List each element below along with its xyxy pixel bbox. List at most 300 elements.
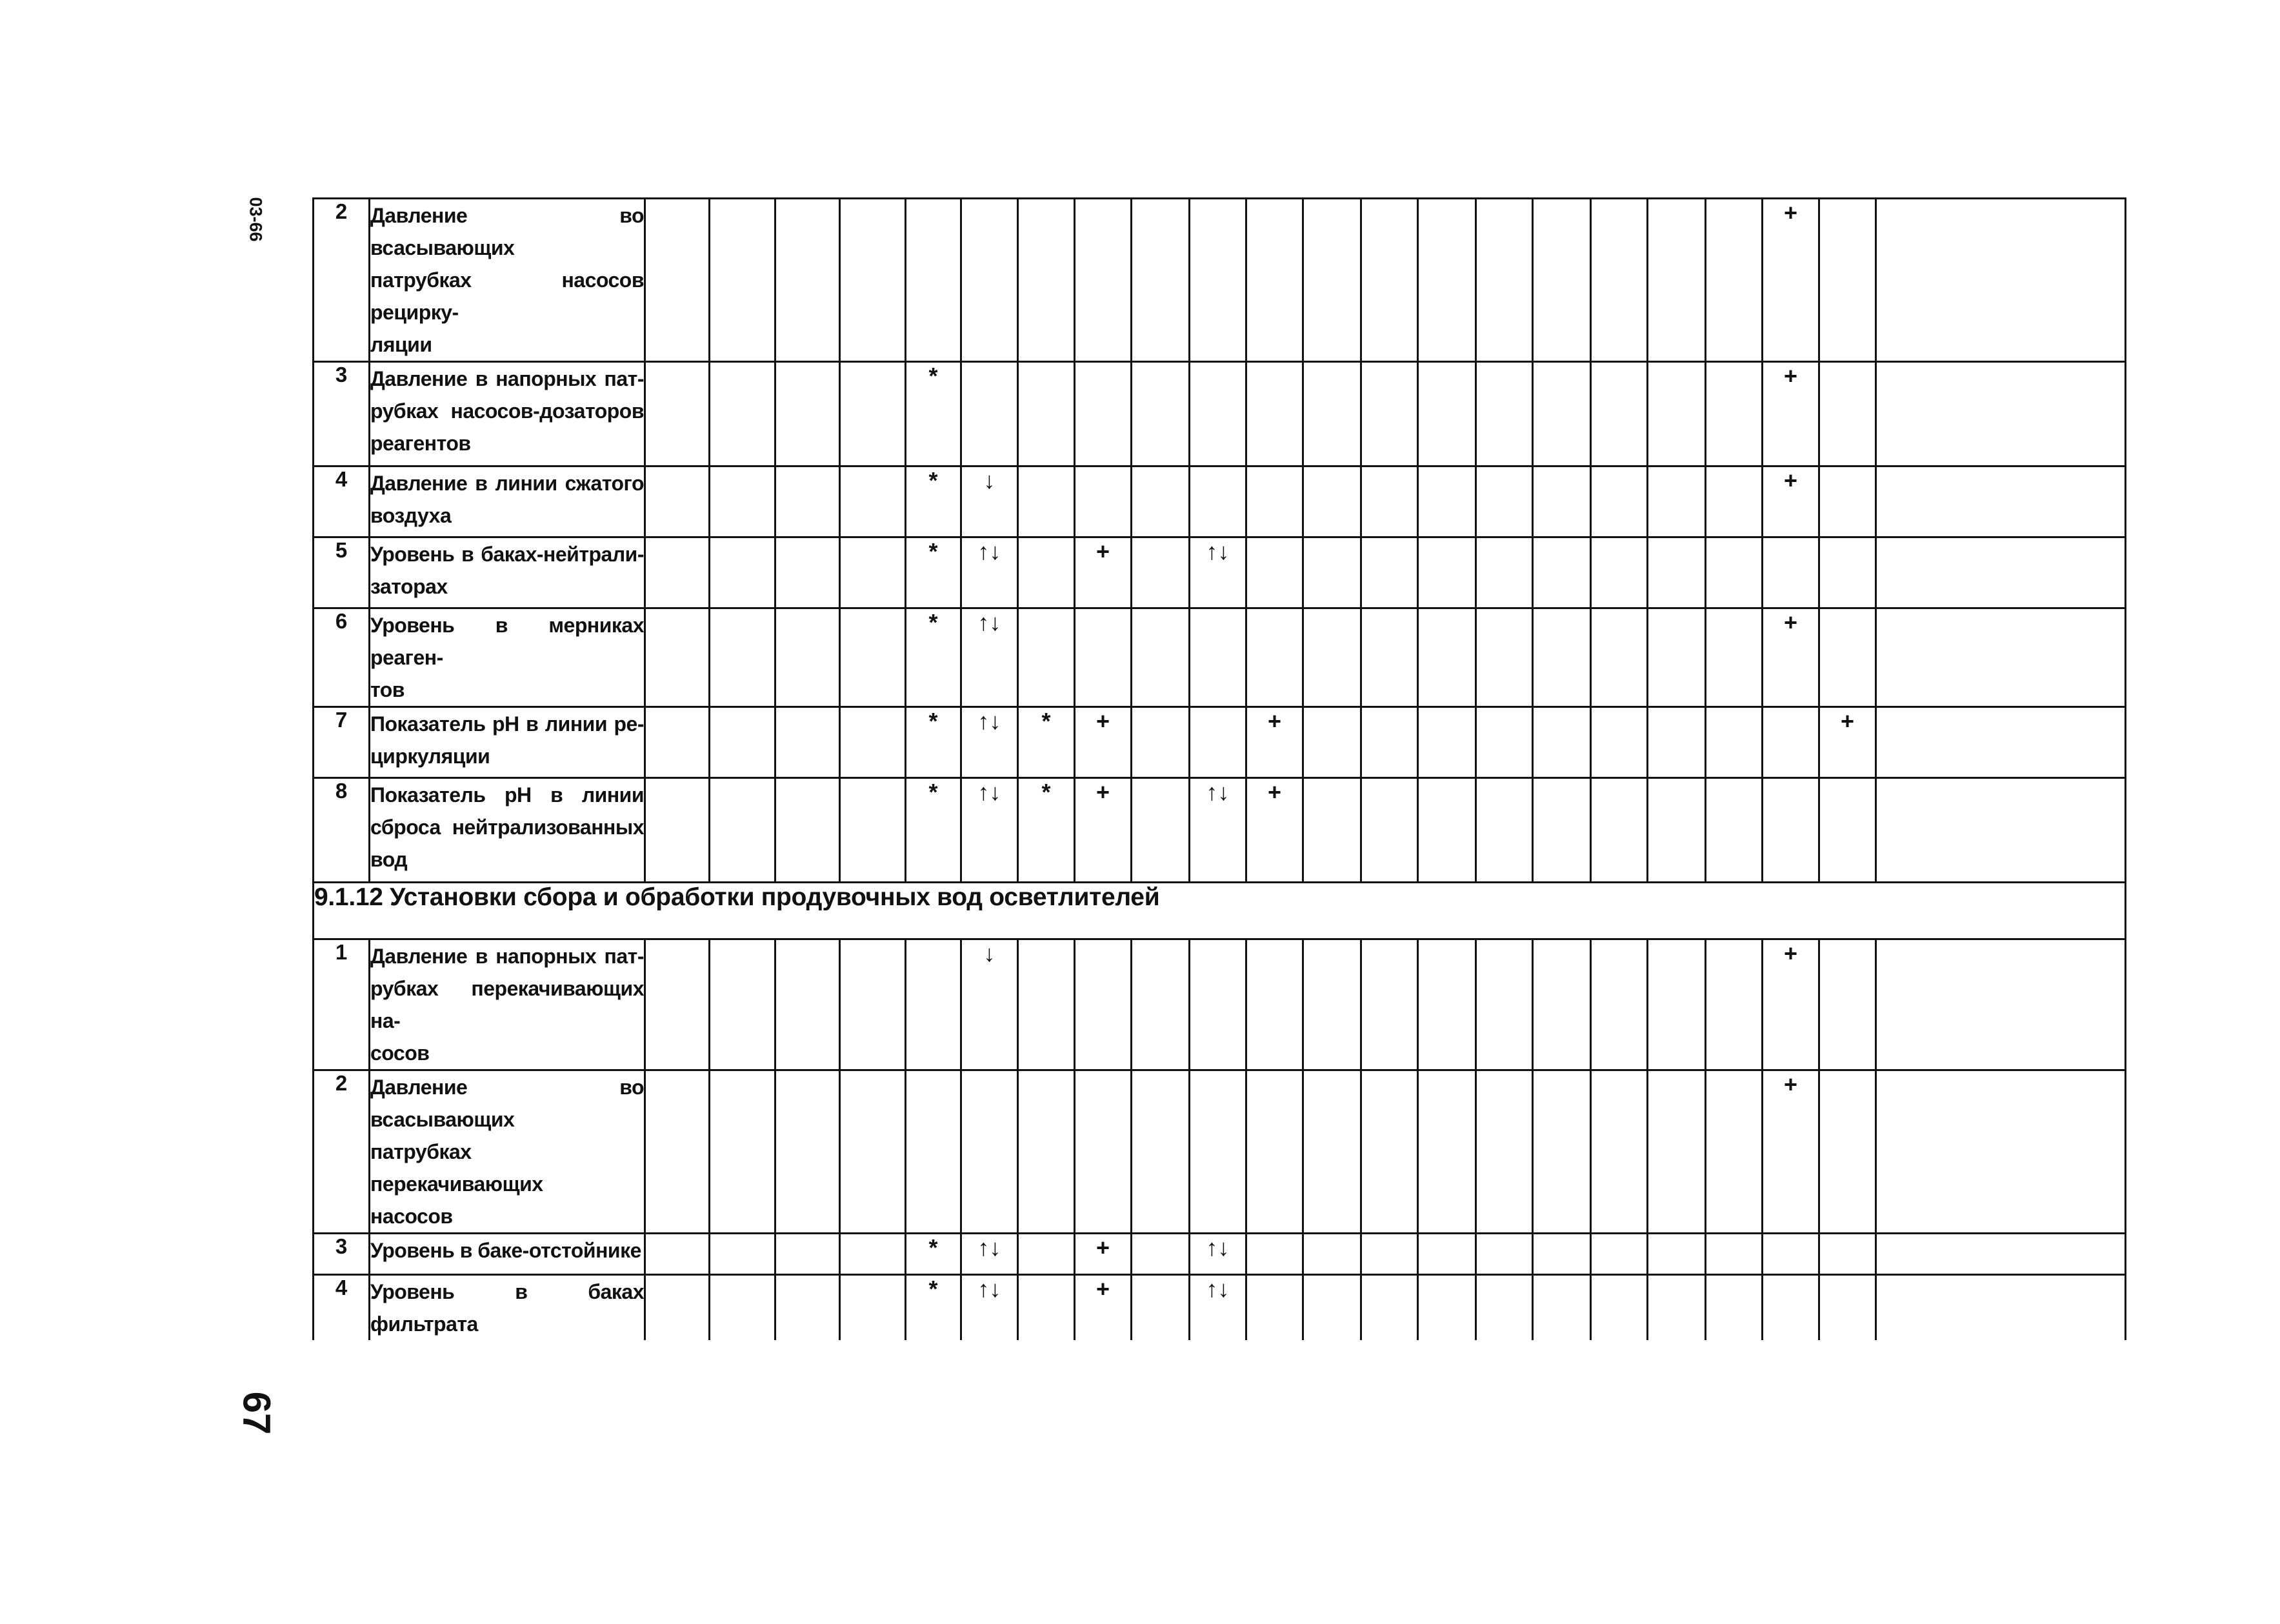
mark-cell: +	[1246, 778, 1303, 883]
mark-cell	[1132, 608, 1190, 707]
mark-cell	[1246, 362, 1303, 466]
mark-cell	[775, 466, 840, 537]
mark-cell	[1533, 466, 1591, 537]
mark-cell	[1018, 1070, 1075, 1234]
parameter-name	[370, 707, 645, 778]
mark-cell	[1418, 1234, 1476, 1275]
table-row	[314, 939, 2126, 1070]
mark-cell	[1819, 608, 1876, 707]
mark-cell: +	[1763, 939, 1819, 1070]
mark-cell	[1876, 707, 2126, 778]
mark-cell	[1418, 1275, 1476, 1341]
mark-cell	[1876, 608, 2126, 707]
mark-cell	[1132, 707, 1190, 778]
mark-cell: *	[906, 362, 961, 466]
mark-cell	[1018, 1234, 1075, 1275]
mark-cell	[645, 1234, 710, 1275]
mark-cell	[1706, 1070, 1763, 1234]
mark-cell	[1303, 1234, 1361, 1275]
mark-cell	[1303, 362, 1361, 466]
mark-cell	[1418, 466, 1476, 537]
mark-cell	[1132, 362, 1190, 466]
parameter-name	[370, 466, 645, 537]
mark-cell	[1418, 1070, 1476, 1234]
mark-cell	[1132, 1070, 1190, 1234]
parameter-name-line: тов	[370, 678, 405, 701]
mark-cell	[775, 1234, 840, 1275]
mark-cell	[1876, 537, 2126, 608]
mark-cell	[1361, 1234, 1418, 1275]
mark-cell	[1075, 466, 1132, 537]
parameter-name-line: ляции	[370, 333, 432, 356]
mark-cell	[775, 608, 840, 707]
parameter-name-line: Показатель рН в линии	[370, 783, 644, 807]
mark-cell	[1303, 778, 1361, 883]
parameter-name-line: Уровень в баке-отстойнике	[370, 1239, 641, 1262]
mark-cell	[961, 1070, 1018, 1234]
mark-cell	[1819, 939, 1876, 1070]
mark-cell	[1763, 1275, 1819, 1341]
parameter-name-line: воздуха	[370, 504, 452, 527]
mark-cell	[1819, 1275, 1876, 1341]
mark-cell	[961, 199, 1018, 362]
mark-cell	[1819, 199, 1876, 362]
mark-cell	[1418, 939, 1476, 1070]
table-row	[314, 707, 2126, 778]
mark-cell	[1361, 199, 1418, 362]
mark-cell: ↑↓	[961, 778, 1018, 883]
mark-cell	[1018, 608, 1075, 707]
row-number: 5	[314, 537, 370, 608]
mark-cell	[1533, 1070, 1591, 1234]
mark-cell: ↑↓	[1190, 778, 1246, 883]
mark-cell: ↑↓	[961, 707, 1018, 778]
mark-cell	[775, 778, 840, 883]
mark-cell	[1476, 778, 1533, 883]
mark-cell	[1075, 939, 1132, 1070]
mark-cell	[1533, 939, 1591, 1070]
mark-cell	[710, 1070, 775, 1234]
mark-cell	[710, 939, 775, 1070]
mark-cell	[1591, 466, 1648, 537]
mark-cell	[1303, 466, 1361, 537]
mark-cell	[645, 608, 710, 707]
mark-cell	[1533, 707, 1591, 778]
mark-cell	[1246, 939, 1303, 1070]
mark-cell	[710, 466, 775, 537]
mark-cell	[1591, 362, 1648, 466]
mark-cell	[1361, 778, 1418, 883]
mark-cell	[1246, 537, 1303, 608]
parameter-name-line: заторах	[370, 575, 448, 598]
section-heading-row	[314, 883, 2126, 939]
mark-cell: ↓	[961, 466, 1018, 537]
parameter-name	[370, 608, 645, 707]
mark-cell	[1819, 537, 1876, 608]
mark-cell	[1819, 778, 1876, 883]
parameter-name-line: вод	[370, 848, 408, 871]
parameter-name	[370, 362, 645, 466]
mark-cell	[1476, 939, 1533, 1070]
mark-cell	[1533, 778, 1591, 883]
mark-cell	[840, 1070, 906, 1234]
parameter-name-line: рубках насосов-дозаторов	[370, 399, 644, 423]
table-row	[314, 778, 2126, 883]
mark-cell	[1246, 1070, 1303, 1234]
parameter-name-line: Давление во всасывающих	[370, 204, 644, 259]
mark-cell: ↑↓	[961, 537, 1018, 608]
mark-cell	[710, 537, 775, 608]
mark-cell	[1476, 466, 1533, 537]
mark-cell: ↑↓	[961, 608, 1018, 707]
mark-cell	[710, 778, 775, 883]
mark-cell	[1132, 1275, 1190, 1341]
mark-cell	[1819, 362, 1876, 466]
table-row	[314, 1070, 2126, 1234]
mark-cell: +	[1075, 778, 1132, 883]
section-heading: 9.1.12 Установки сбора и обработки продувочных вод осветлителей	[314, 883, 2126, 939]
mark-cell: ↑↓	[961, 1234, 1018, 1275]
mark-cell	[1418, 778, 1476, 883]
row-number: 3	[314, 362, 370, 466]
mark-cell	[1706, 1234, 1763, 1275]
table-row	[314, 1275, 2126, 1341]
mark-cell	[1476, 199, 1533, 362]
table-row	[314, 362, 2126, 466]
mark-cell	[710, 608, 775, 707]
mark-cell	[1303, 537, 1361, 608]
mark-cell	[1876, 1070, 2126, 1234]
parameter-name	[370, 537, 645, 608]
mark-cell: *	[906, 537, 961, 608]
document-code: 03-66	[246, 197, 266, 242]
parameter-name-line: рубках перекачивающих на-	[370, 977, 644, 1032]
parameter-name-line: Давление во всасывающих	[370, 1076, 644, 1131]
mark-cell	[1819, 1234, 1876, 1275]
mark-cell	[1706, 466, 1763, 537]
mark-cell	[645, 1275, 710, 1341]
mark-cell	[1876, 1234, 2126, 1275]
mark-cell	[1246, 199, 1303, 362]
mark-cell: +	[1075, 1275, 1132, 1341]
parameter-name-line: Показатель рН в линии ре-	[370, 712, 644, 736]
mark-cell	[1303, 707, 1361, 778]
parameter-name-line: сброса нейтрализованных	[370, 816, 644, 839]
mark-cell	[961, 362, 1018, 466]
table-row	[314, 608, 2126, 707]
mark-cell	[840, 608, 906, 707]
mark-cell	[1591, 1275, 1648, 1341]
mark-cell	[1246, 466, 1303, 537]
mark-cell	[1018, 537, 1075, 608]
parameter-name	[370, 199, 645, 362]
mark-cell	[1132, 537, 1190, 608]
parameter-name-line: Давление в линии сжатого	[370, 472, 644, 495]
mark-cell	[1361, 707, 1418, 778]
mark-cell	[1648, 707, 1706, 778]
mark-cell	[1476, 1234, 1533, 1275]
parameter-name	[370, 1275, 645, 1341]
mark-cell	[775, 537, 840, 608]
mark-cell	[1648, 466, 1706, 537]
mark-cell	[1190, 362, 1246, 466]
mark-cell	[840, 1275, 906, 1341]
mark-cell	[1190, 466, 1246, 537]
mark-cell	[1246, 1275, 1303, 1341]
mark-cell	[1075, 362, 1132, 466]
mark-cell	[1706, 778, 1763, 883]
row-number: 7	[314, 707, 370, 778]
mark-cell	[1533, 1234, 1591, 1275]
mark-cell	[1706, 1275, 1763, 1341]
mark-cell	[840, 362, 906, 466]
row-number: 3	[314, 1234, 370, 1275]
mark-cell	[1303, 1070, 1361, 1234]
mark-cell	[1819, 1070, 1876, 1234]
parameter-name	[370, 1234, 645, 1275]
mark-cell	[645, 778, 710, 883]
mark-cell	[1246, 1234, 1303, 1275]
mark-cell	[1533, 608, 1591, 707]
mark-cell	[1418, 537, 1476, 608]
mark-cell	[906, 199, 961, 362]
mark-cell	[1190, 608, 1246, 707]
mark-cell	[1418, 707, 1476, 778]
mark-cell	[1018, 199, 1075, 362]
mark-cell	[1075, 1070, 1132, 1234]
mark-cell	[1132, 466, 1190, 537]
mark-cell	[645, 466, 710, 537]
mark-cell	[1418, 199, 1476, 362]
mark-cell	[1361, 1070, 1418, 1234]
mark-cell	[1648, 1234, 1706, 1275]
mark-cell	[1075, 199, 1132, 362]
row-number: 4	[314, 1275, 370, 1341]
mark-cell	[1476, 1275, 1533, 1341]
mark-cell	[1303, 199, 1361, 362]
mark-cell	[1303, 608, 1361, 707]
mark-cell: *	[1018, 707, 1075, 778]
mark-cell: ↑↓	[1190, 537, 1246, 608]
row-number: 4	[314, 466, 370, 537]
mark-cell	[645, 537, 710, 608]
table-row	[314, 537, 2126, 608]
mark-cell: +	[1763, 1070, 1819, 1234]
mark-cell	[1132, 939, 1190, 1070]
mark-cell	[1591, 707, 1648, 778]
mark-cell: *	[906, 1275, 961, 1341]
mark-cell	[1018, 466, 1075, 537]
mark-cell	[1533, 1275, 1591, 1341]
mark-cell: *	[906, 778, 961, 883]
parameter-name-line: Давление в напорных пат-	[370, 367, 644, 390]
mark-cell	[1476, 608, 1533, 707]
mark-cell: *	[906, 466, 961, 537]
mark-cell	[710, 1234, 775, 1275]
mark-cell	[840, 707, 906, 778]
mark-cell: ↑↓	[961, 1275, 1018, 1341]
mark-cell	[1018, 362, 1075, 466]
mark-cell	[1706, 608, 1763, 707]
mark-cell: +	[1075, 1234, 1132, 1275]
mark-cell	[1246, 608, 1303, 707]
mark-cell	[1361, 466, 1418, 537]
mark-cell	[1876, 199, 2126, 362]
mark-cell	[1476, 362, 1533, 466]
mark-cell: *	[906, 608, 961, 707]
mark-cell	[1476, 707, 1533, 778]
mark-cell	[840, 939, 906, 1070]
mark-cell	[1075, 608, 1132, 707]
mark-cell: ↓	[961, 939, 1018, 1070]
mark-cell	[1648, 939, 1706, 1070]
mark-cell	[1018, 1275, 1075, 1341]
parameter-name-line: сосов	[370, 1041, 430, 1065]
mark-cell: +	[1763, 199, 1819, 362]
mark-cell	[1303, 939, 1361, 1070]
mark-cell	[1648, 608, 1706, 707]
mark-cell	[1706, 939, 1763, 1070]
mark-cell	[1533, 362, 1591, 466]
mark-cell	[710, 199, 775, 362]
parameter-name-line: Давление в напорных пат-	[370, 945, 644, 968]
mark-cell	[775, 707, 840, 778]
mark-cell	[1132, 199, 1190, 362]
mark-cell	[1591, 608, 1648, 707]
mark-cell	[1876, 939, 2126, 1070]
mark-cell	[645, 199, 710, 362]
mark-cell	[840, 466, 906, 537]
mark-cell	[1591, 537, 1648, 608]
mark-cell	[840, 537, 906, 608]
mark-cell	[1476, 1070, 1533, 1234]
mark-cell	[1648, 778, 1706, 883]
mark-cell	[1018, 939, 1075, 1070]
row-number: 2	[314, 199, 370, 362]
mark-cell	[775, 199, 840, 362]
mark-cell	[1876, 362, 2126, 466]
mark-cell	[1533, 199, 1591, 362]
mark-cell: ↑↓	[1190, 1234, 1246, 1275]
mark-cell	[840, 778, 906, 883]
mark-cell: +	[1246, 707, 1303, 778]
mark-cell	[1190, 199, 1246, 362]
mark-cell	[906, 939, 961, 1070]
mark-cell	[710, 1275, 775, 1341]
mark-cell	[1361, 1275, 1418, 1341]
mark-cell	[1361, 362, 1418, 466]
parameter-name-line: циркуляции	[370, 745, 490, 768]
parameter-name-line: насосов	[370, 1205, 453, 1228]
mark-cell: *	[1018, 778, 1075, 883]
mark-cell: +	[1763, 608, 1819, 707]
mark-cell: +	[1075, 537, 1132, 608]
mark-cell	[1190, 707, 1246, 778]
mark-cell: +	[1819, 707, 1876, 778]
mark-cell	[1648, 199, 1706, 362]
parameter-name-line: патрубках перекачивающих	[370, 1140, 543, 1196]
mark-cell	[1418, 362, 1476, 466]
mark-cell	[1876, 466, 2126, 537]
mark-cell	[1763, 707, 1819, 778]
parameter-name-line: патрубках насосов рецирку-	[370, 268, 644, 324]
parameter-name	[370, 778, 645, 883]
mark-cell	[1763, 1234, 1819, 1275]
mark-cell	[1591, 778, 1648, 883]
mark-cell	[1476, 537, 1533, 608]
row-number: 8	[314, 778, 370, 883]
mark-cell	[1190, 1070, 1246, 1234]
mark-cell	[1533, 537, 1591, 608]
mark-cell	[1591, 1070, 1648, 1234]
table-row	[314, 1234, 2126, 1275]
mark-cell	[1648, 1070, 1706, 1234]
mark-cell: *	[906, 707, 961, 778]
mark-cell	[1648, 537, 1706, 608]
mark-cell	[840, 199, 906, 362]
parameter-name-line: Уровень в баках фильтрата	[370, 1280, 644, 1336]
mark-cell	[710, 707, 775, 778]
mark-cell	[775, 1070, 840, 1234]
parameter-name-line: Уровень в мерниках реаген-	[370, 614, 644, 669]
mark-cell	[840, 1234, 906, 1275]
row-number: 1	[314, 939, 370, 1070]
mark-cell	[1706, 199, 1763, 362]
mark-cell	[1303, 1275, 1361, 1341]
mark-cell	[1418, 608, 1476, 707]
mark-cell	[1706, 537, 1763, 608]
mark-cell	[1763, 537, 1819, 608]
mark-cell	[1876, 1275, 2126, 1341]
mark-cell: +	[1075, 707, 1132, 778]
parameter-name	[370, 1070, 645, 1234]
mark-cell	[1591, 199, 1648, 362]
table-row	[314, 199, 2126, 362]
mark-cell	[645, 362, 710, 466]
parameter-name	[370, 939, 645, 1070]
mark-cell	[1190, 939, 1246, 1070]
mark-cell	[1706, 362, 1763, 466]
mark-cell	[775, 1275, 840, 1341]
mark-cell	[775, 939, 840, 1070]
mark-cell	[645, 707, 710, 778]
mark-cell	[1648, 1275, 1706, 1341]
parameter-name-line: Уровень в баках-нейтрали-	[370, 543, 644, 566]
mark-cell: +	[1763, 466, 1819, 537]
mark-cell	[645, 1070, 710, 1234]
row-number: 6	[314, 608, 370, 707]
mark-cell: ↑↓	[1190, 1275, 1246, 1341]
parameters-table	[312, 197, 2126, 1340]
mark-cell: *	[906, 1234, 961, 1275]
mark-cell	[1361, 939, 1418, 1070]
mark-cell	[1361, 608, 1418, 707]
mark-cell	[1763, 778, 1819, 883]
mark-cell	[1819, 466, 1876, 537]
mark-cell	[1132, 778, 1190, 883]
mark-cell	[1132, 1234, 1190, 1275]
mark-cell	[906, 1070, 961, 1234]
mark-cell	[1591, 1234, 1648, 1275]
row-number: 2	[314, 1070, 370, 1234]
mark-cell	[1591, 939, 1648, 1070]
mark-cell: +	[1763, 362, 1819, 466]
mark-cell	[710, 362, 775, 466]
page-number: 67	[235, 1391, 279, 1435]
mark-cell	[1706, 707, 1763, 778]
table-row	[314, 466, 2126, 537]
mark-cell	[1876, 778, 2126, 883]
